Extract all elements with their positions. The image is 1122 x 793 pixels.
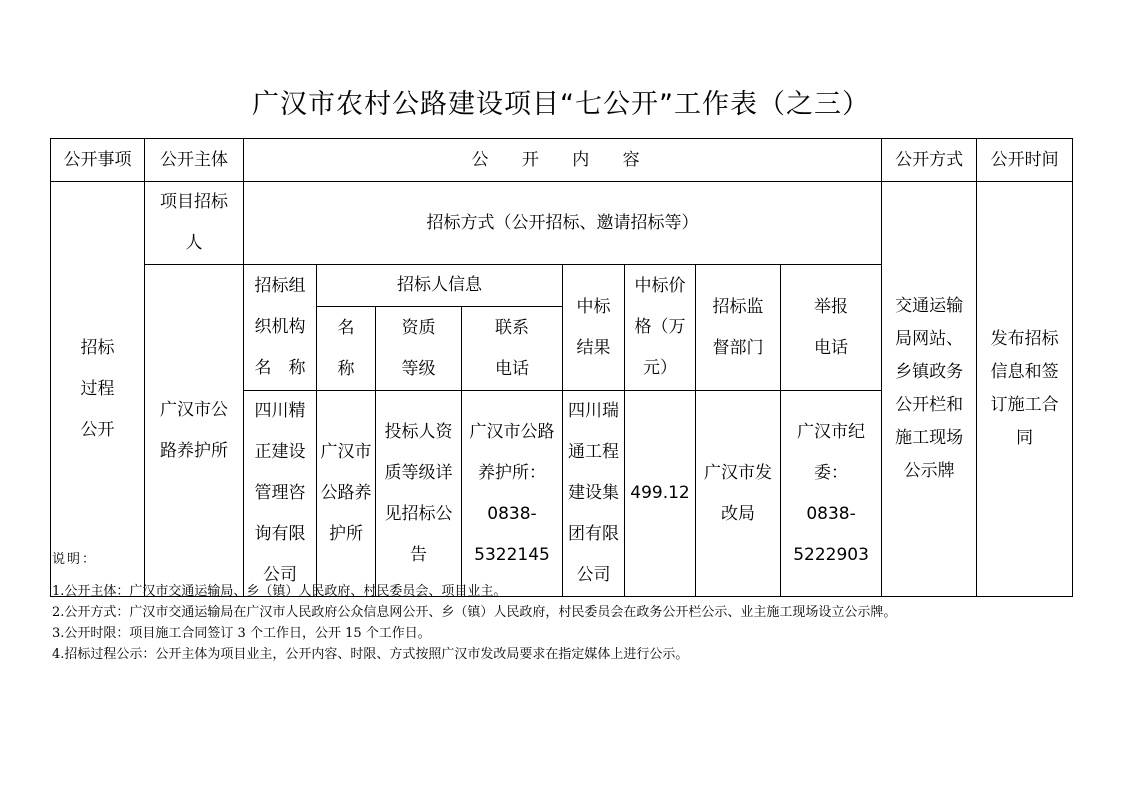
- subheader-bidder-info: 招标人信息: [317, 265, 563, 307]
- item-cell: 招标 过程 公开: [51, 182, 145, 597]
- data-name: 广汉市 公路养 护所: [317, 391, 376, 597]
- subheader-qualification: 资质 等级: [376, 307, 462, 391]
- data-phone: 广汉市公路 养护所： 0838-5322145: [462, 391, 563, 597]
- note-line: 4.招标过程公示：公开主体为项目业主，公开内容、时限、方式按照广汉市发改局要求在指定媒体上进行公示。: [52, 647, 689, 662]
- data-report: 广汉市纪委： 0838-5222903: [781, 391, 882, 597]
- data-supervisor: 广汉市发 改局: [696, 391, 781, 597]
- disclosure-table: [50, 138, 1073, 597]
- subheader-name: 名 称: [317, 307, 376, 391]
- header-subject: 公开主体: [145, 139, 244, 182]
- subject-cell-1: 项目招标 人: [145, 182, 244, 265]
- header-method: 公开方式: [882, 139, 977, 182]
- notes-label: 说明：: [52, 552, 98, 567]
- subheader-price: 中标价 格（万 元）: [625, 265, 696, 391]
- data-org: 四川精 正建设 管理咨 询有限 公司: [244, 391, 317, 597]
- time-cell: 发布招标 信息和签 订施工合 同: [977, 182, 1073, 597]
- method-cell: 交通运输 局网站、 乡镇政务 公开栏和 施工现场 公示牌: [882, 182, 977, 597]
- subheader-org: 招标组 织机构 名 称: [244, 265, 317, 391]
- header-item: 公开事项: [51, 139, 145, 182]
- note-line: 2.公开方式：广汉市交通运输局在广汉市人民政府公众信息网公开、乡（镇）人民政府，村民委员会在政务公开栏公示、业主施工现场设立公示牌。: [52, 605, 897, 620]
- page-title: 广汉市农村公路建设项目“七公开”工作表（之三）: [252, 89, 870, 120]
- subheader-phone: 联系 电话: [462, 307, 563, 391]
- data-qualification: 投标人资 质等级详 见招标公 告: [376, 391, 462, 597]
- bid-method-cell: 招标方式（公开招标、邀请招标等）: [244, 182, 882, 265]
- note-line: 3.公开时限：项目施工合同签订 3 个工作日，公开 15 个工作日。: [52, 626, 431, 641]
- header-content: 公 开 内 容: [244, 139, 882, 182]
- subheader-report: 举报 电话: [781, 265, 882, 391]
- data-price: 499.12: [625, 391, 696, 597]
- subheader-result: 中标 结果: [563, 265, 625, 391]
- note-line: 1.公开主体：广汉市交通运输局、乡（镇）人民政府、村民委员会、项目业主。: [52, 584, 507, 599]
- header-time: 公开时间: [977, 139, 1073, 182]
- notes-section: [52, 548, 1092, 665]
- subject-cell-2: 广汉市公 路养护所: [145, 265, 244, 597]
- subheader-supervisor: 招标监 督部门: [696, 265, 781, 391]
- data-result: 四川瑞 通工程 建设集 团有限 公司: [563, 391, 625, 597]
